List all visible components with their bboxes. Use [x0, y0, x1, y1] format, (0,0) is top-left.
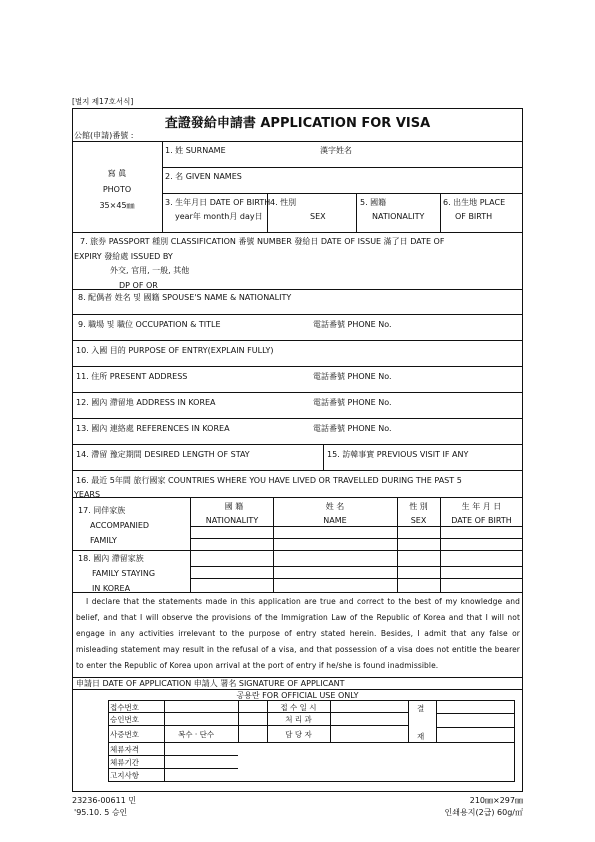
photo-label-kr: 寫 眞	[107, 169, 127, 178]
passport-label: 7. 旅券 PASSPORT 種別 CLASSIFICATION 番號 NUMBER 發給日 DATE OF ISSUE 滿了日 DATE OF	[80, 237, 445, 246]
family-in-korea-label-en-2: IN KOREA	[92, 584, 131, 593]
nationality-label-en: NATIONALITY	[372, 212, 425, 221]
officer-label: 담 당 자	[285, 730, 312, 739]
col-nationality-en: NATIONALITY	[205, 516, 259, 525]
dob-format: year年 month月 day日	[175, 212, 263, 221]
form-title: 査證發給申請書 APPLICATION FOR VISA	[164, 116, 431, 131]
photo-box[interactable]	[72, 166, 162, 214]
korea-phone-label: 電話番號 PHONE No.	[313, 398, 392, 407]
office-number-label: 公館(申請)番號 :	[74, 131, 134, 140]
occupation-phone-label: 電話番號 PHONE No.	[313, 320, 392, 329]
col-sex-en: SEX	[410, 516, 427, 525]
sex-label-en: SEX	[310, 212, 326, 221]
present-phone-label: 電話番號 PHONE No.	[313, 372, 392, 381]
col-name-en: NAME	[323, 516, 347, 525]
accompanied-family-label: 17. 同伴家族	[78, 506, 126, 515]
declaration-text: I declare that the statements made in this application are true and correct to the best of my knowledge and belief, and that I will observe the provisions of the Immigration Law of the Republic of Korea and that I will not engage in any activities irrelevant to the purpose of entry stated herein. Besides, I admit that any false or misleading statement may result in the refusal of a visa, and that possession of a visa does not entitle the bearer to enter the Republic of Korea upon arrival at the port of entry if he/she is found inadmissible.	[76, 597, 520, 670]
occupation-label: 9. 職場 및 職位 OCCUPATION & TITLE	[78, 320, 221, 329]
signature-line: 申請日 DATE OF APPLICATION 申請人 署名 SIGNATURE OF APPLICANT	[76, 679, 345, 688]
col-dob-kr: 生 年 月 日	[461, 502, 502, 511]
approval-number-label: 승인번호	[110, 715, 139, 724]
approval-label-1: 결	[417, 704, 425, 713]
purpose-label: 10. 入國 目的 PURPOSE OF ENTRY(EXPLAIN FULLY)	[76, 346, 274, 355]
place-of-birth-label: 6. 出生地 PLACE	[443, 198, 506, 207]
sex-label: 4. 性別	[270, 198, 297, 207]
countries-label-2: YEARS	[74, 490, 101, 499]
family-in-korea-label-en: FAMILY STAYING	[92, 569, 156, 578]
references-label: 13. 國內 連絡處 REFERENCES IN KOREA	[76, 424, 230, 433]
spouse-label: 8. 配偶者 姓名 및 國籍 SPOUSE'S NAME & NATIONALITY	[78, 293, 292, 302]
accompanied-family-label-en: ACCOMPANIED	[90, 521, 150, 530]
visa-number-label: 사증번호	[110, 730, 139, 739]
receipt-date-label: 접 수 일 시	[280, 703, 317, 712]
passport-types-kr: 外交, 官用, 一般, 其他	[110, 266, 190, 275]
footer-paper-type: 인쇄용지(2급) 60g/㎡	[444, 808, 523, 817]
official-use-heading: 공용란 FOR OFFICIAL USE ONLY	[236, 691, 359, 700]
col-sex-kr: 性 別	[409, 502, 428, 511]
footer-approval-date: '95.10. 5 승인	[74, 808, 128, 817]
chinese-name-label: 漢字姓名	[320, 146, 352, 155]
form-number-label: [별지 제17호서식]	[72, 97, 134, 106]
surname-label: 1. 姓 SURNAME	[165, 146, 226, 155]
present-address-label: 11. 住所 PRESENT ADDRESS	[76, 372, 188, 381]
photo-label-en: PHOTO	[102, 185, 132, 194]
length-of-stay-label: 14. 滯留 豫定期間 DESIRED LENGTH OF STAY	[76, 450, 250, 459]
photo-size: 35×45㎜	[99, 201, 135, 210]
given-names-label: 2. 名 GIVEN NAMES	[165, 172, 242, 181]
previous-visit-label: 15. 訪韓事實 PREVIOUS VISIT IF ANY	[327, 450, 469, 459]
nationality-label: 5. 國籍	[360, 198, 387, 207]
countries-label: 16. 最近 5年間 旅行國家 COUNTRIES WHERE YOU HAVE LIVED OR TRAVELLED DURING THE PAST 5	[76, 476, 462, 485]
col-nationality-kr: 國 籍	[224, 502, 244, 511]
footer-code: 23236-00611 민	[72, 796, 137, 805]
status-label: 체류자격	[110, 745, 139, 754]
place-of-birth-label-2: OF BIRTH	[455, 212, 493, 221]
family-in-korea-label: 18. 國內 滯留家族	[78, 554, 144, 563]
col-name-kr: 姓 名	[325, 502, 345, 511]
processing-dept-label: 처 리 과	[285, 715, 312, 724]
passport-label-2: EXPIRY 發給處 ISSUED BY	[74, 252, 173, 261]
col-dob-en: DATE OF BIRTH	[451, 516, 512, 525]
visa-entry-type: 복수 · 단수	[178, 730, 215, 739]
receipt-number-label: 접수번호	[110, 703, 139, 712]
notice-label: 고지사항	[110, 771, 139, 780]
period-label: 체류기간	[110, 758, 139, 767]
references-phone-label: 電話番號 PHONE No.	[313, 424, 392, 433]
accompanied-family-label-en-2: FAMILY	[90, 536, 117, 545]
approval-label-2: 재	[417, 732, 425, 741]
dob-label: 3. 生年月日 DATE OF BIRTH	[165, 198, 271, 207]
korea-address-label: 12. 國內 滯留地 ADDRESS IN KOREA	[76, 398, 216, 407]
passport-types-en: DP OF OR	[119, 281, 158, 290]
footer-paper-size: 210㎜×297㎜	[469, 796, 523, 805]
